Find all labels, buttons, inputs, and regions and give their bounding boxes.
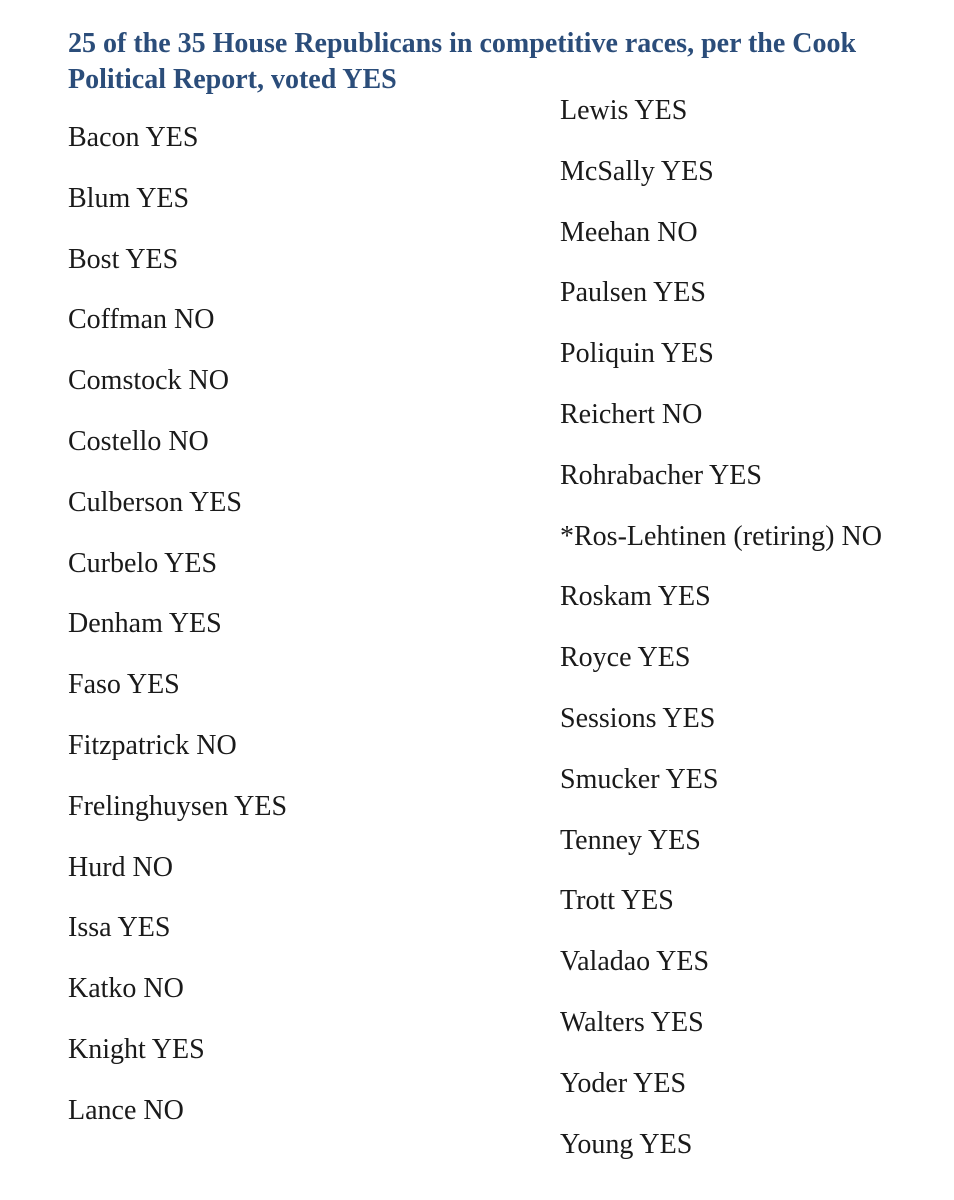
vote-item: Hurd NO [68,851,173,883]
vote-item: Frelinghuysen YES [68,790,288,822]
vote-item: Valadao YES [560,946,710,978]
vote-item: Yoder YES [560,1067,687,1099]
document-heading: 25 of the 35 House Republicans in competitive races, per the Cook Political Report, voted YES [68,28,857,95]
vote-item: Poliquin YES [560,338,714,370]
vote-item: Knight YES [68,1033,205,1065]
vote-item: Rohrabacher YES [560,459,762,491]
right-vote-list [560,93,882,1187]
vote-item: Royce YES [560,642,691,674]
vote-item: Roskam YES [560,581,711,613]
vote-item: Faso YES [68,669,180,701]
vote-item: Katko NO [68,973,184,1005]
left-vote-list [68,120,287,1154]
vote-item: Meehan NO [560,216,698,248]
vote-item: Denham YES [68,608,222,640]
vote-item: Smucker YES [560,763,719,795]
vote-item: Comstock NO [68,365,229,397]
vote-item: Blum YES [68,182,190,214]
vote-item: Trott YES [560,885,674,917]
vote-item: Paulsen YES [560,277,706,309]
vote-item: *Ros-Lehtinen (retiring) NO [560,520,882,552]
vote-item: McSally YES [560,155,714,187]
vote-item: Curbelo YES [68,547,218,579]
vote-item: Reichert NO [560,398,703,430]
vote-item: Culberson YES [68,486,242,518]
vote-item: Sessions YES [560,702,716,734]
vote-item: Lance NO [68,1094,184,1126]
vote-item: Fitzpatrick NO [68,729,237,761]
vote-item: Bost YES [68,243,179,275]
vote-item: Young YES [560,1128,693,1160]
vote-item: Costello NO [68,425,209,457]
vote-item: Coffman NO [68,304,215,336]
vote-item: Issa YES [68,912,171,944]
vote-item: Bacon YES [68,122,199,153]
vote-item: Tenney YES [560,824,701,856]
vote-item: Lewis YES [560,95,688,126]
vote-item: Walters YES [560,1006,704,1038]
